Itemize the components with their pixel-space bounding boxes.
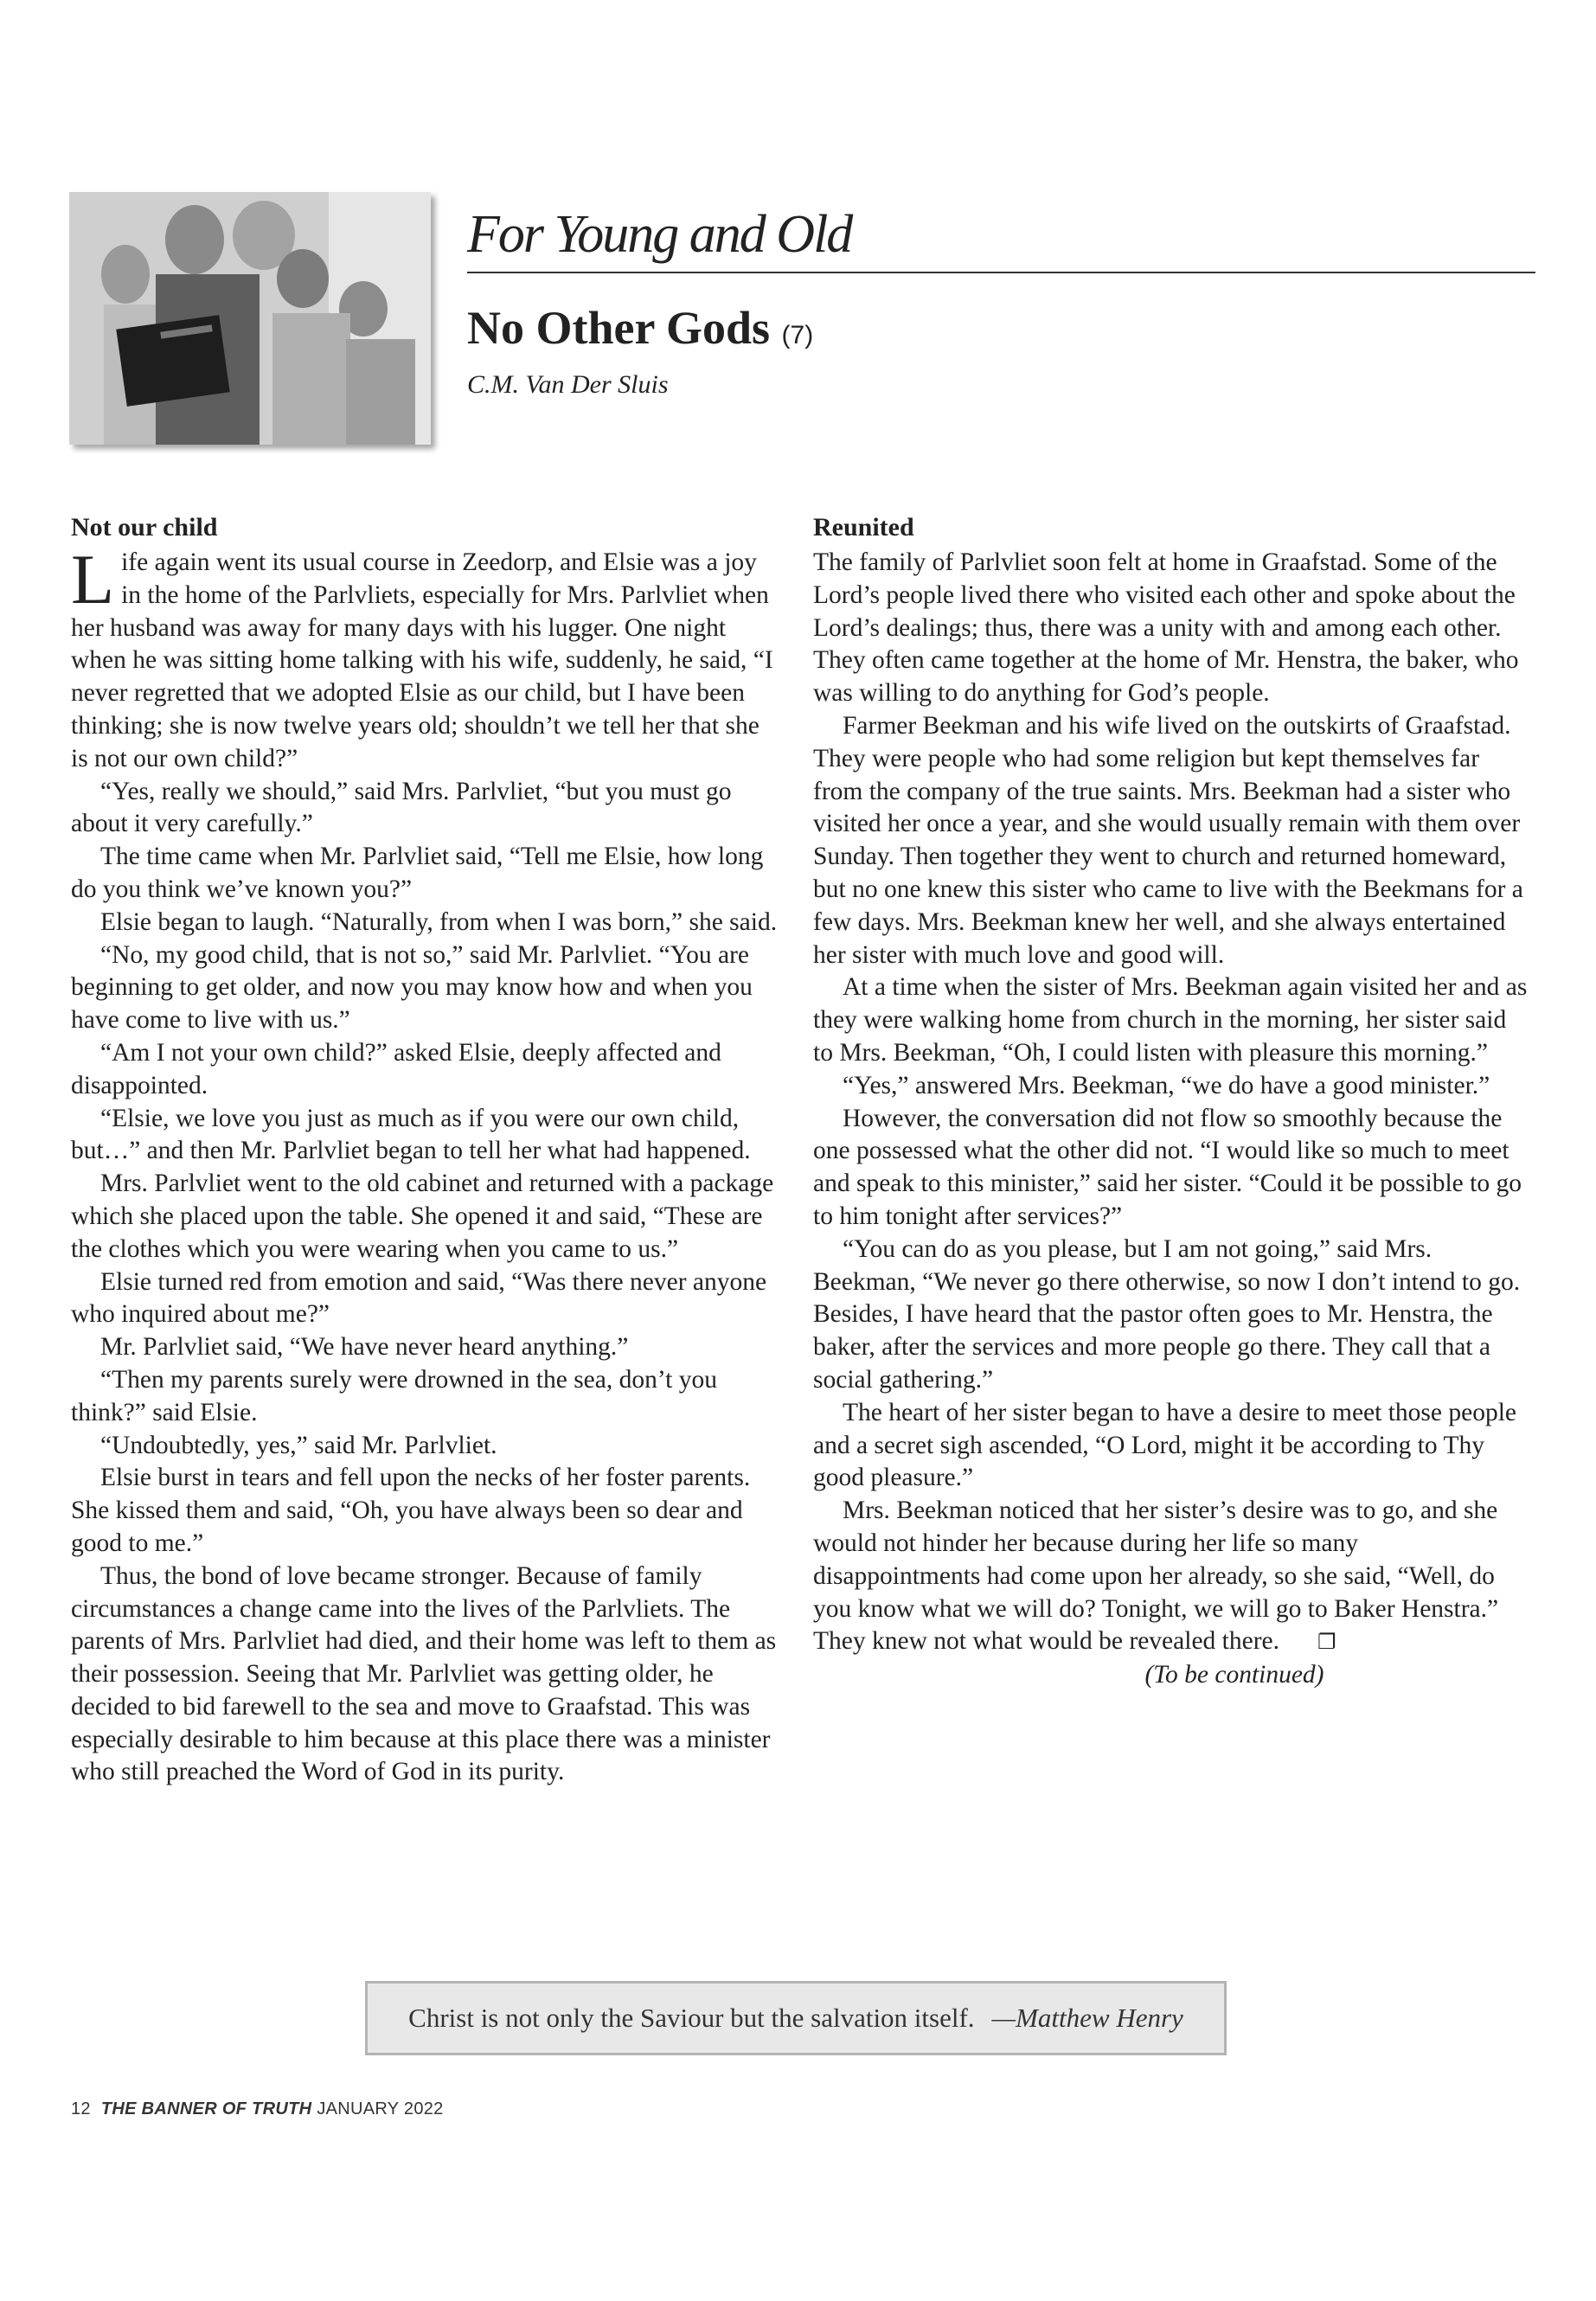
paragraph: “Undoubtedly, yes,” said Mr. Parlvliet. [100,1431,497,1459]
paragraph: The heart of her sister began to have a desire to meet those people and a secret sigh ascended, “O Lord, might it be according to Thy good pleasure.” [813,1398,1516,1492]
family-reading-bible-illustration [69,192,431,445]
to-be-continued: (To be continued) [1144,1661,1324,1689]
right-column-heading: Reunited [813,513,914,542]
part-number: (7) [781,321,814,349]
author-byline: C.M. Van Der Sluis [467,370,669,399]
right-column [813,512,1531,1692]
paragraph: “No, my good child, that is not so,” said Mr. Parlvliet. “You are beginning to get older, and now you may know how and when you have come to live with us.” [71,940,753,1035]
family-photo [69,192,431,445]
paragraph: Thus, the bond of love became stronger. Because of family circumstances a change came into the lives of the Parlvliets. The parents of Mrs. Parlvliet had died, and their home was left to them as their possession. Seeing that Mr. Parlvliet was getting older, he decided to bid farewell to the sea and move to Graafstad. This was especially desirable to him because at this place there was a minister who still preached the Word of God in its purity. [71,1561,777,1786]
issue-date: JANUARY 2022 [317,2099,444,2118]
page-footer [71,2099,444,2119]
paragraph-text: ife again went its usual course in Zeedorp, and Elsie was a joy in the home of the Parlvliets, especially for Mrs. Parlvliet when her husband was away for many days with his lugger. One night when he was sitting home talking with his wife, suddenly, he said, “I never regretted that we adopted Elsie as our child, but I have been thinking; she is now twelve years old; shouldn’t we tell her that she is not our own child?” [71,548,773,772]
paragraph: “Elsie, we love you just as much as if you were our own child, but…” and then Mr. Parlvliet began to tell her what had happened. [71,1104,751,1165]
left-column-heading: Not our child [71,513,218,542]
paragraph-text: Mrs. Beekman noticed that her sister’s desire was to go, and she would not hinder her because during her life so many disappointments had come upon her already, so she said, “Well, do you know what we will do? Tonight, we will go to Baker Henstra.” They knew not what would be revealed there. [813,1497,1499,1656]
paragraph [813,1495,1531,1659]
paragraph: Elsie burst in tears and fell upon the necks of her foster parents. She kissed them and said, “Oh, you have always been so dear and good to me.” [71,1464,751,1557]
page-number: 12 [71,2099,91,2118]
paragraph: The family of Parlvliet soon felt at home in Graafstad. Some of the Lord’s people lived there who visited each other and spoke about the Lord’s dealings; thus, there was a unity with and among each other. They often came together at the home of Mr. Henstra, the baker, who was willing to do anything for God’s people. [813,548,1519,708]
section-divider [467,272,1535,273]
paragraph: At a time when the sister of Mrs. Beekman again visited her and as they were walking home from church in the morning, her sister said to Mrs. Beekman, “Oh, I could listen with pleasure this morning.” [813,973,1528,1067]
paragraph: “Am I not your own child?” asked Elsie, deeply affected and disappointed. [71,1038,721,1099]
section-title: For Young and Old [467,205,852,264]
publication-name: THE BANNER OF TRUTH [100,2099,312,2118]
paragraph: “Yes,” answered Mrs. Beekman, “we do have a good minister.” [843,1071,1490,1099]
paragraph: “Yes, really we should,” said Mrs. Parlvliet, “but you must go about it very carefully.” [71,777,732,838]
quote-attribution: —Matthew Henry [991,2003,1183,2033]
paragraph [71,540,780,776]
paragraph: The time came when Mr. Parlvliet said, “Tell me Elsie, how long do you think we’ve known you?” [71,843,764,903]
pull-quote [365,1981,1227,2055]
paragraph: Elsie turned red from emotion and said, “Was there never anyone who inquired about me?” [71,1267,767,1329]
article-title [467,302,814,354]
paragraph: “You can do as you please, but I am not going,” said Mrs. Beekman, “We never go there otherwise, so now I don’t intend to go. Besides, I have heard that the pastor often goes to Mr. Henstra, the baker, after the services and more people go there. They call that a social gathering.” [813,1234,1521,1394]
paragraph: Mrs. Parlvliet went to the old cabinet and returned with a package which she placed upon the table. She opened it and said, “These are the clothes which you were wearing when you came to us.” [71,1170,774,1263]
drop-cap: L [71,540,115,619]
left-column [71,512,780,1789]
paragraph: However, the conversation did not flow so smoothly because the one possessed what the other did not. “I would like so much to meet and speak to this minister,” said her sister. “Could it be possible to go to him tonight after services?” [813,1104,1522,1230]
article-title-text: No Other Gods [467,302,771,354]
quote-text: Christ is not only the Saviour but the salvation itself. [408,2003,975,2033]
end-mark-icon: ❐ [1317,1630,1336,1655]
paragraph: Farmer Beekman and his wife lived on the outskirts of Graafstad. They were people who had some religion but kept themselves far from the company of the true saints. Mrs. Beekman had a sister who visited her once a year, and she would usually remain with them over Sunday. Then together they went to church and returned homeward, but no one knew this sister who came to live with the Beekmans for a few days. Mrs. Beekman knew her well, and she always entertained her sister with much love and good will. [813,711,1523,969]
paragraph: Mr. Parlvliet said, “We have never heard anything.” [100,1333,629,1362]
paragraph: Elsie began to laugh. “Naturally, from when I was born,” she said. [100,907,778,936]
paragraph: “Then my parents surely were drowned in the sea, don’t you think?” said Elsie. [71,1365,717,1426]
